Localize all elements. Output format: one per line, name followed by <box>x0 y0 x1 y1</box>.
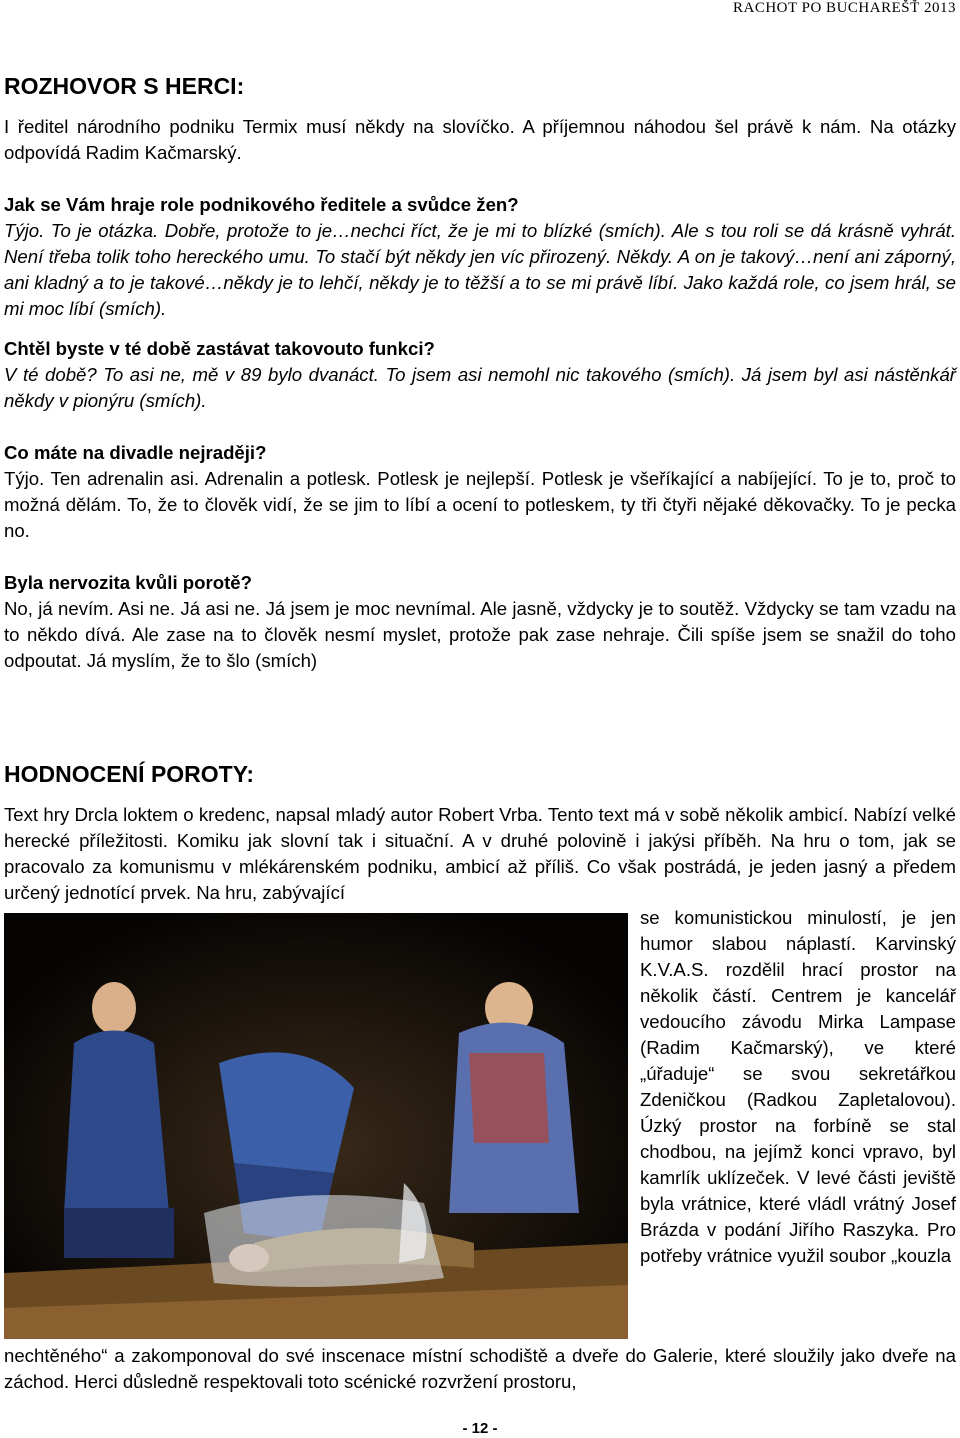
running-header: RACHOT PO BUCHAREŠŤ 2013 <box>732 0 956 16</box>
interview-heading: ROZHOVOR S HERCI: <box>4 73 245 99</box>
stage-photo-image <box>4 913 628 1339</box>
question-1: Jak se Vám hraje role podnikového ředitele a svůdce žen? <box>4 194 519 215</box>
review-wrap-text: se komunistickou minulostí, je jen humor slabou náplastí. Karvinský K.V.A.S. rozdělil hrací prostor na několik částí. Centrem je kancelář vedoucího závodu Mirka Lampase (Radim Kačmarský), ve které „úřaduje“ se svou sekretářkou Zdeničkou (Radkou Zapletalovou). Úzký prostor na forbíně se stal chodbou, na jejímž konci vpravo, byl kamrlík uklízeček. V levé části jeviště byla vrátnice, které vládl vrátný Josef Brázda v podání Jiřího Raszyka. Pro potřeby vrátnice využil soubor „kouzla <box>640 907 956 1266</box>
review-tail-text: nechtěného“ a zakomponoval do své inscenace místní schodiště a dveře do Galerie, které sloužily jako dveře na záchod. Herci důsledně respektovali toto scénické rozvržení prostoru, <box>4 1345 956 1392</box>
answer-3: Týjo. Ten adrenalin asi. Adrenalin a potlesk. Potlesk je nejlepší. Potlesk je všeříkající a nabíjející. To je to, proč to možná dělám. To, že to člověk vidí, že se jim to líbí a ocení to potleskem, ty tři čtyři nějaké děkovačky. To je pecka no. <box>4 468 956 541</box>
answer-2: V té době? To asi ne, mě v 89 bylo dvanáct. To jsem asi nemohl nic takového (smích). Já jsem byl asi nástěnkář někdy v pionýru (smích). <box>4 364 956 411</box>
interview-intro: I ředitel národního podniku Termix musí někdy na slovíčko. A příjemnou náhodou šel právě k nám. Na otázky odpovídá Radim Kačmarský. <box>4 116 956 163</box>
question-3: Co máte na divadle nejraději? <box>4 442 267 463</box>
review-heading: HODNOCENÍ POROTY: <box>4 761 255 787</box>
question-4: Byla nervozita kvůli porotě? <box>4 572 252 593</box>
answer-4: No, já nevím. Asi ne. Já asi ne. Já jsem je moc nevnímal. Ale jasně, vždycky je to soutěž. Vždycky se tam vzadu na to někdo dívá. Ale zase na to člověk nesmí myslet, protože pak zase nehraje. Čili spíše jsem se snažil do toho odpoutat. Já myslím, že to šlo (smích) <box>4 598 956 671</box>
review-section <box>4 760 956 906</box>
interview-section <box>4 72 956 674</box>
page-number: - 12 - <box>462 1420 498 1437</box>
review-paragraph: Text hry Drcla loktem o kredenc, napsal mladý autor Robert Vrba. Tento text má v sobě několik ambicí. Nabízí velké herecké příležitosti. Komiku jak slovní tak i situační. A v druhé polovině i jakýsi příběh. Na hru o tom, jak se pracovalo za komunismu v mlékárenském podniku, ambicí až příliš. Co však postrádá, je jeden jasný a předem určený jednotící prvek. Na hru, zabývající <box>4 804 956 903</box>
answer-1: Týjo. To je otázka. Dobře, protože to je…nechci říct, že je mi to blízké (smích). Ale s tou roli se dá krásně vyhrát. Není třeba tolik toho hereckého umu. To stačí být někdy jen víc přirozený. Někdy. A on je takový…není ani záporný, ani kladný a to je takové…někdy je to lehčí, někdy je to těžší a to se mi právě líbí. Jako každá role, co jsem hrál, se mi moc líbí (smích). <box>4 220 956 319</box>
stage-photo <box>4 913 628 1339</box>
question-2: Chtěl byste v té době zastávat takovouto funkci? <box>4 338 435 359</box>
